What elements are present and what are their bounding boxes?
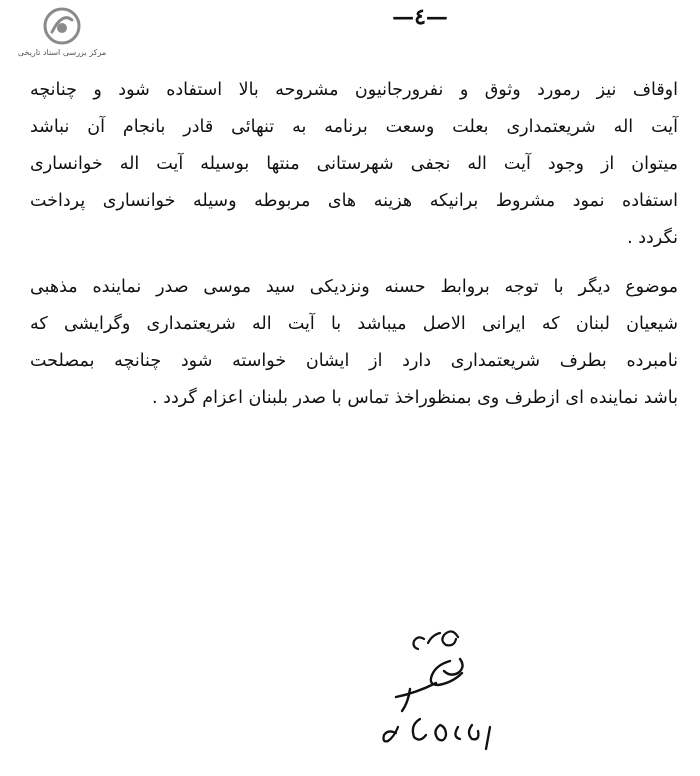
text-line: آیت اله شریعتمداری بعلت وسعت برنامه به تنهائی قادر بانجام آن نباشد	[30, 117, 678, 137]
text-line: موضوع دیگر با توجه بروابط حسنه ونزدیکی سید موسی صدر نماینده مذهبی	[30, 277, 678, 297]
text-line: اوقاف نیز رمورد وثوق و نفرورجانیون مشروحه بالا استفاده شود و چنانچه	[30, 80, 678, 100]
archive-logo	[12, 6, 112, 62]
handwritten-signature	[340, 615, 500, 765]
text-line: نگردد .	[627, 228, 678, 248]
text-line: استفاده نمود مشروط برانیکه هزینه های مربوطه وسیله خوانساری پرداخت	[30, 191, 678, 211]
text-line: باشد نماینده ای ازطرف وی بمنظوراخذ تماس با صدر بلبنان اعزام گردد .	[152, 388, 678, 408]
text-line: نامبرده بطرف شریعتمداری دارد از ایشان خواسته شود چنانچه بمصلحت	[30, 351, 678, 371]
paragraph-2	[30, 269, 678, 417]
page-number: —٤—	[392, 4, 448, 30]
text-line: شیعیان لبنان که ایرانی الاصل میباشد با آیت اله شریعتمداری وگرایشی که	[30, 314, 678, 334]
paragraph-1	[30, 72, 678, 257]
letter-body	[30, 72, 678, 417]
logo-caption: مرکز بررسی اسناد تاریخی	[17, 48, 107, 57]
text-line: میتوان از وجود آیت اله نجفی شهرستانی منتها بوسیله آیت اله خوانساری	[30, 154, 678, 174]
archive-seal-icon	[42, 6, 82, 46]
